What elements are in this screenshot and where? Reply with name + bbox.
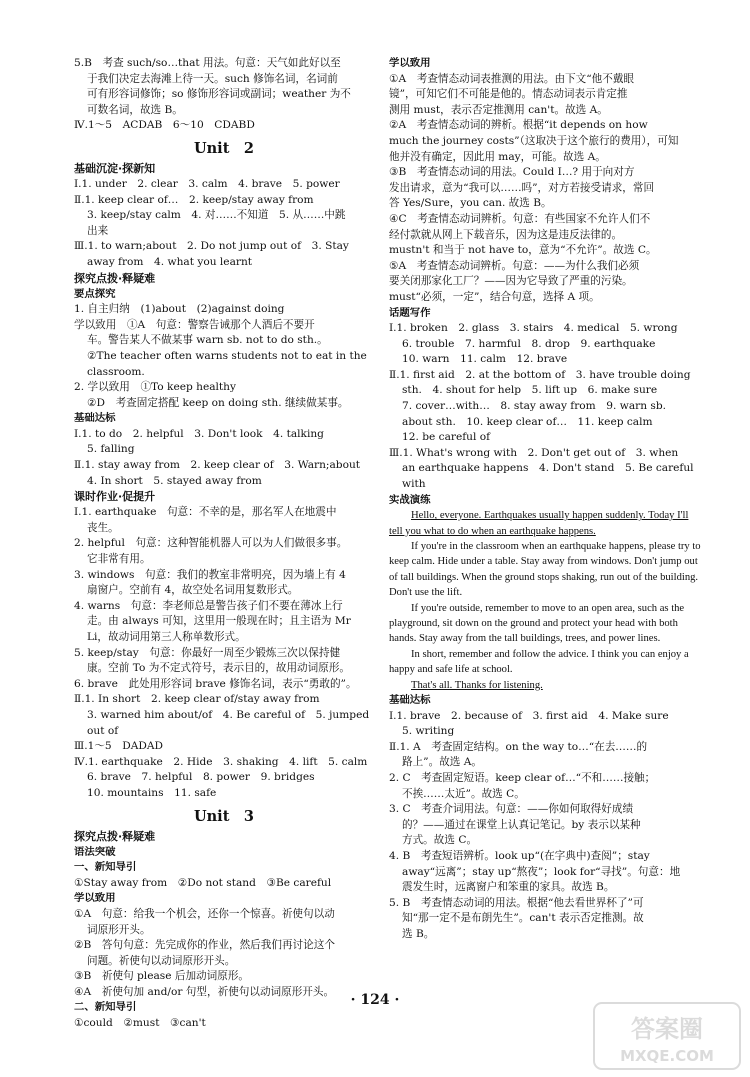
essay-paragraph: If you're outside, remember to move to an open area, such as the playground, sit down on the ground and protect your head with both hands. Stay away from the tall buildings, trees, and power lines.	[389, 602, 685, 645]
answer-line: 4. In short 5. stayed away from	[87, 474, 262, 487]
answer-line: ④C 考查情态动词辨析。句意：有些国家不允许人们不	[389, 212, 651, 225]
section-heading: 课时作业·促提升	[74, 490, 156, 504]
answer-line: Ⅲ.1～5 DADAD	[74, 740, 164, 753]
essay-paragraph: If you're in the classroom when an earthquake happens, please try to keep calm. Hide under a table. Stay away from windows. Don't jump out of tall buildings. When the ground stops shaking, run out of the building. Don't use the lift.	[389, 541, 701, 599]
answer-line: 出来	[87, 224, 109, 237]
answer-line: classroom.	[87, 365, 145, 378]
watermark-text: 答案圈	[631, 1015, 703, 1043]
answer-line: 镜”，可知它们不可能是他的。情态动词表示肯定推	[389, 88, 628, 101]
answer-line: 词原形开头。	[87, 923, 151, 936]
answer-line: 走。由 always 可知，这里用一般现在时；且主语为 Mr	[87, 615, 351, 628]
watermark-logo	[592, 1001, 742, 1071]
answer-line: Ⅰ.1. broken 2. glass 3. stairs 4. medical 5. wrong	[389, 322, 678, 335]
answer-line: 5. B 考查情态动词的用法。根据“他去看世界杯了”可	[389, 896, 644, 909]
unit-heading: Unit 3	[194, 807, 254, 825]
section-heading: 探究点拨·释疑难	[74, 829, 156, 843]
answer-line: 2. C 考查固定短语。keep clear of…“不和……接触；	[389, 772, 656, 785]
answer-line: 他并没有确定，因此用 may，可能。故选 A。	[389, 150, 606, 163]
answer-line: much the journey costs”（这取决于这个旅行的费用），可知	[389, 134, 679, 147]
section-heading: 探究点拨·释疑难	[74, 271, 156, 285]
subsection-heading: 学以致用	[74, 892, 116, 905]
answer-line: Ⅰ.1. under 2. clear 3. calm 4. brave 5. power	[74, 177, 340, 190]
watermark-graphic	[592, 1001, 742, 1071]
answer-line: Ⅲ.1. to warn;about 2. Do not jump out of 3. Stay	[74, 240, 349, 253]
answer-line: 答 Yes/Sure，you can. 故选 B。	[389, 197, 552, 210]
answer-line: 选 B。	[402, 928, 435, 940]
answer-line: 要关闭那家化工厂？——因为它导致了严重的污染。	[389, 275, 633, 288]
answer-line: 测用 must，表示否定推测用 can't。故选 A。	[389, 103, 608, 116]
answer-line: 可数名词，故选 B。	[87, 103, 183, 116]
answer-line: 2. helpful 句意：这种智能机器人可以为人们做很多事。	[74, 537, 348, 550]
essay-paragraph: In short, remember and follow the advice. I think you can enjoy a happy and safe life at school.	[389, 648, 689, 676]
answer-line: 康。空前 To 为不定式符号，表示目的，故用动词原形。	[87, 662, 351, 675]
answer-line: 2. 学以致用 ①To keep healthy	[74, 381, 236, 394]
answer-line: Ⅰ.1. brave 2. because of 3. first aid 4. Make sure	[389, 709, 669, 722]
answer-line: ①could ②must ③can't	[74, 1017, 206, 1030]
answer-line: Ⅱ.1. In short 2. keep clear of/stay away from	[74, 693, 320, 706]
answer-line: 3. keep/stay calm 4. 对……不知道 5. 从……中跳	[87, 209, 346, 222]
subsection-heading: 基础达标	[389, 694, 431, 707]
subsection-heading: 一、新知导引	[74, 861, 137, 874]
subsection-heading: 基础达标	[74, 412, 116, 425]
answer-line: 6. trouble 7. harmful 8. drop 9. earthquake	[402, 337, 656, 350]
answer-line: 4. B 考查短语辨析。look up“(在字典中)查阅”；stay	[389, 850, 650, 863]
page-number: · 124 ·	[350, 992, 400, 1008]
answer-line: 震发生时，远离窗户和笨重的家具。故选 B。	[402, 881, 615, 894]
answer-line: away from 4. what you learnt	[87, 255, 253, 268]
answer-line: ②A 考查情态动词的辨析。根据“it depends on how	[389, 119, 648, 132]
answer-line: 可有形容词修饰；so 修饰形容词或副词；weather 为不	[87, 88, 351, 101]
subsection-heading: 语法突破	[74, 845, 116, 858]
answer-line: ②D 考查固定搭配 keep on doing sth. 继续做某事。	[87, 396, 349, 409]
essay-paragraph: That's all. Thanks for listening.	[411, 679, 543, 691]
answer-line: 12. be careful of	[402, 431, 491, 444]
answer-line: 经付款就从网上下载音乐，因为这是违反法律的。	[389, 228, 623, 241]
answer-line: ④A 祈使句加 and/or 句型，祈使句以动词原形开头。	[74, 985, 335, 998]
answer-line: 发出请求，意为“我可以……吗”，对方若接受请求，常回	[389, 181, 655, 194]
section-heading: 基础沉淀·探新知	[74, 161, 156, 175]
answer-line: about sth. 10. keep clear of… 11. keep calm	[402, 415, 653, 428]
answer-line: Ⅲ.1. What's wrong with 2. Don't get out of 3. when	[389, 446, 679, 459]
answer-line: ①A 句意：给我一个机会，还你一个惊喜。祈使句以动	[74, 907, 335, 920]
answer-line: 的？——通过在课堂上认真记笔记。by 表示以某种	[402, 818, 641, 831]
subsection-heading: 实战演练	[389, 493, 431, 506]
answer-line: ①Stay away from ②Do not stand ③Be careful	[74, 876, 332, 889]
answer-line: 它非常有用。	[87, 553, 151, 566]
answer-line: ⑤A 考查情态动词辨析。句意：——为什么我们必须	[389, 259, 640, 272]
answer-line: 5.B 考查 such/so…that 用法。句意：天气如此好以至	[74, 57, 341, 69]
answer-line: 10. warn 11. calm 12. brave	[402, 353, 568, 366]
answer-line: 7. cover…with… 8. stay away from 9. warn sb.	[402, 400, 667, 413]
subsection-heading: 二、新知导引	[74, 1001, 137, 1014]
answer-line: 扇窗户。空前有 4，故空处名词用复数形式。	[87, 584, 299, 597]
answer-line: 方式。故选 C。	[402, 834, 478, 847]
subsection-heading: 话题写作	[389, 306, 431, 319]
answer-line: Ⅳ.1～5 ACDAB 6～10 CDABD	[74, 119, 255, 132]
answer-line: 路上”。故选 A。	[402, 756, 482, 769]
answer-line: Ⅱ.1. first aid 2. at the bottom of 3. have trouble doing	[389, 368, 691, 381]
left-column	[74, 56, 374, 1032]
answer-line: Ⅳ.1. earthquake 2. Hide 3. shaking 4. lift 5. calm	[74, 755, 368, 768]
right-column	[389, 56, 701, 943]
answer-line: 3. windows 句意：我们的教室非常明亮，因为墙上有 4	[74, 568, 346, 581]
answer-line: 5. keep/stay 句意：你最好一周至少锻炼三次以保持健	[74, 646, 341, 659]
answer-line: Ⅱ.1. A 考查固定结构。on the way to…“在去……的	[389, 740, 648, 753]
answer-line: out of	[87, 724, 119, 737]
answer-line: 问题。祈使句以动词原形开头。	[87, 954, 236, 967]
answer-line: 丧生。	[87, 521, 119, 534]
unit-heading: Unit 2	[194, 139, 254, 157]
answer-line: 6. brave 此处用形容词 brave 修饰名词，表示“勇敢的”。	[74, 677, 357, 690]
answer-line: ②B 答句句意：先完成你的作业，然后我们再讨论这个	[74, 939, 335, 952]
answer-line: 3. warned him about/of 4. Be careful of 5. jumped	[87, 708, 370, 721]
subsection-heading: 学以致用	[389, 57, 431, 69]
answer-line: 6. brave 7. helpful 8. power 9. bridges	[87, 771, 315, 784]
subsection-heading: 要点探究	[74, 287, 116, 300]
answer-line: Ⅰ.1. earthquake 句意：不幸的是，那名军人在地震中	[74, 506, 337, 519]
answer-line: 10. mountains 11. safe	[87, 786, 217, 799]
answer-line: must“必须，一定”，结合句意，选择 A 项。	[389, 290, 600, 303]
answer-line: ②The teacher often warns students not to eat in the	[87, 349, 367, 362]
answer-line: mustn't 和当于 not have to，意为“不允许”。故选 C。	[389, 244, 657, 257]
answer-line: away“远离”；stay up“熬夜”；look for“寻找”。句意：地	[402, 865, 681, 878]
answer-line: sth. 4. shout for help 5. lift up 6. make sure	[402, 384, 658, 397]
answer-line: 5. writing	[402, 725, 455, 738]
answer-line: with	[402, 478, 426, 491]
answer-line: 学以致用 ①A 句意：警察告诫那个人酒后不要开	[74, 318, 315, 331]
answer-line: Ⅱ.1. stay away from 2. keep clear of 3. Warn;about	[74, 459, 361, 472]
answer-line: ③B 祈使句 please 后加动词原形。	[74, 970, 250, 983]
answer-line: 5. falling	[87, 443, 135, 456]
answer-line: ①A 考查情态动词表推测的用法。由下文“他不戴眼	[389, 72, 635, 85]
answer-line: 1. 自主归纳 (1)about (2)against doing	[74, 303, 285, 316]
answer-line: ③B 考查情态动词的用法。Could I…? 用于向对方	[389, 166, 635, 179]
answer-line: 车。警告某人不做某事 warn sb. not to do sth.。	[87, 334, 328, 347]
answer-line: Ⅱ.1. keep clear of… 2. keep/stay away from	[74, 193, 314, 206]
answer-line: 知“那一定不是布朗先生”。can't 表示否定推测。故	[402, 912, 644, 925]
answer-line: Ⅰ.1. to do 2. helpful 3. Don't look 4. talking	[74, 427, 324, 440]
answer-line: 不挨……太近”。故选 C。	[402, 787, 525, 800]
answer-line: Li，故动词用第三人称单数形式。	[87, 631, 246, 643]
answer-line: 3. C 考查介词用法。句意：——你如何取得好成绩	[389, 803, 634, 816]
answer-line: an earthquake happens 4. Don't stand 5. Be careful	[402, 462, 694, 475]
essay-paragraph: Hello, everyone. Earthquakes usually happen suddenly. Today I'll tell you what to do when an earthquake happens.	[389, 510, 689, 537]
watermark-url: MXQE.COM	[620, 1047, 714, 1065]
answer-line: 4. warns 句意：李老师总是警告孩子们不要在薄冰上行	[74, 599, 343, 612]
answer-line: 于我们决定去海滩上待一天。such 修饰名词，名词前	[87, 72, 338, 85]
